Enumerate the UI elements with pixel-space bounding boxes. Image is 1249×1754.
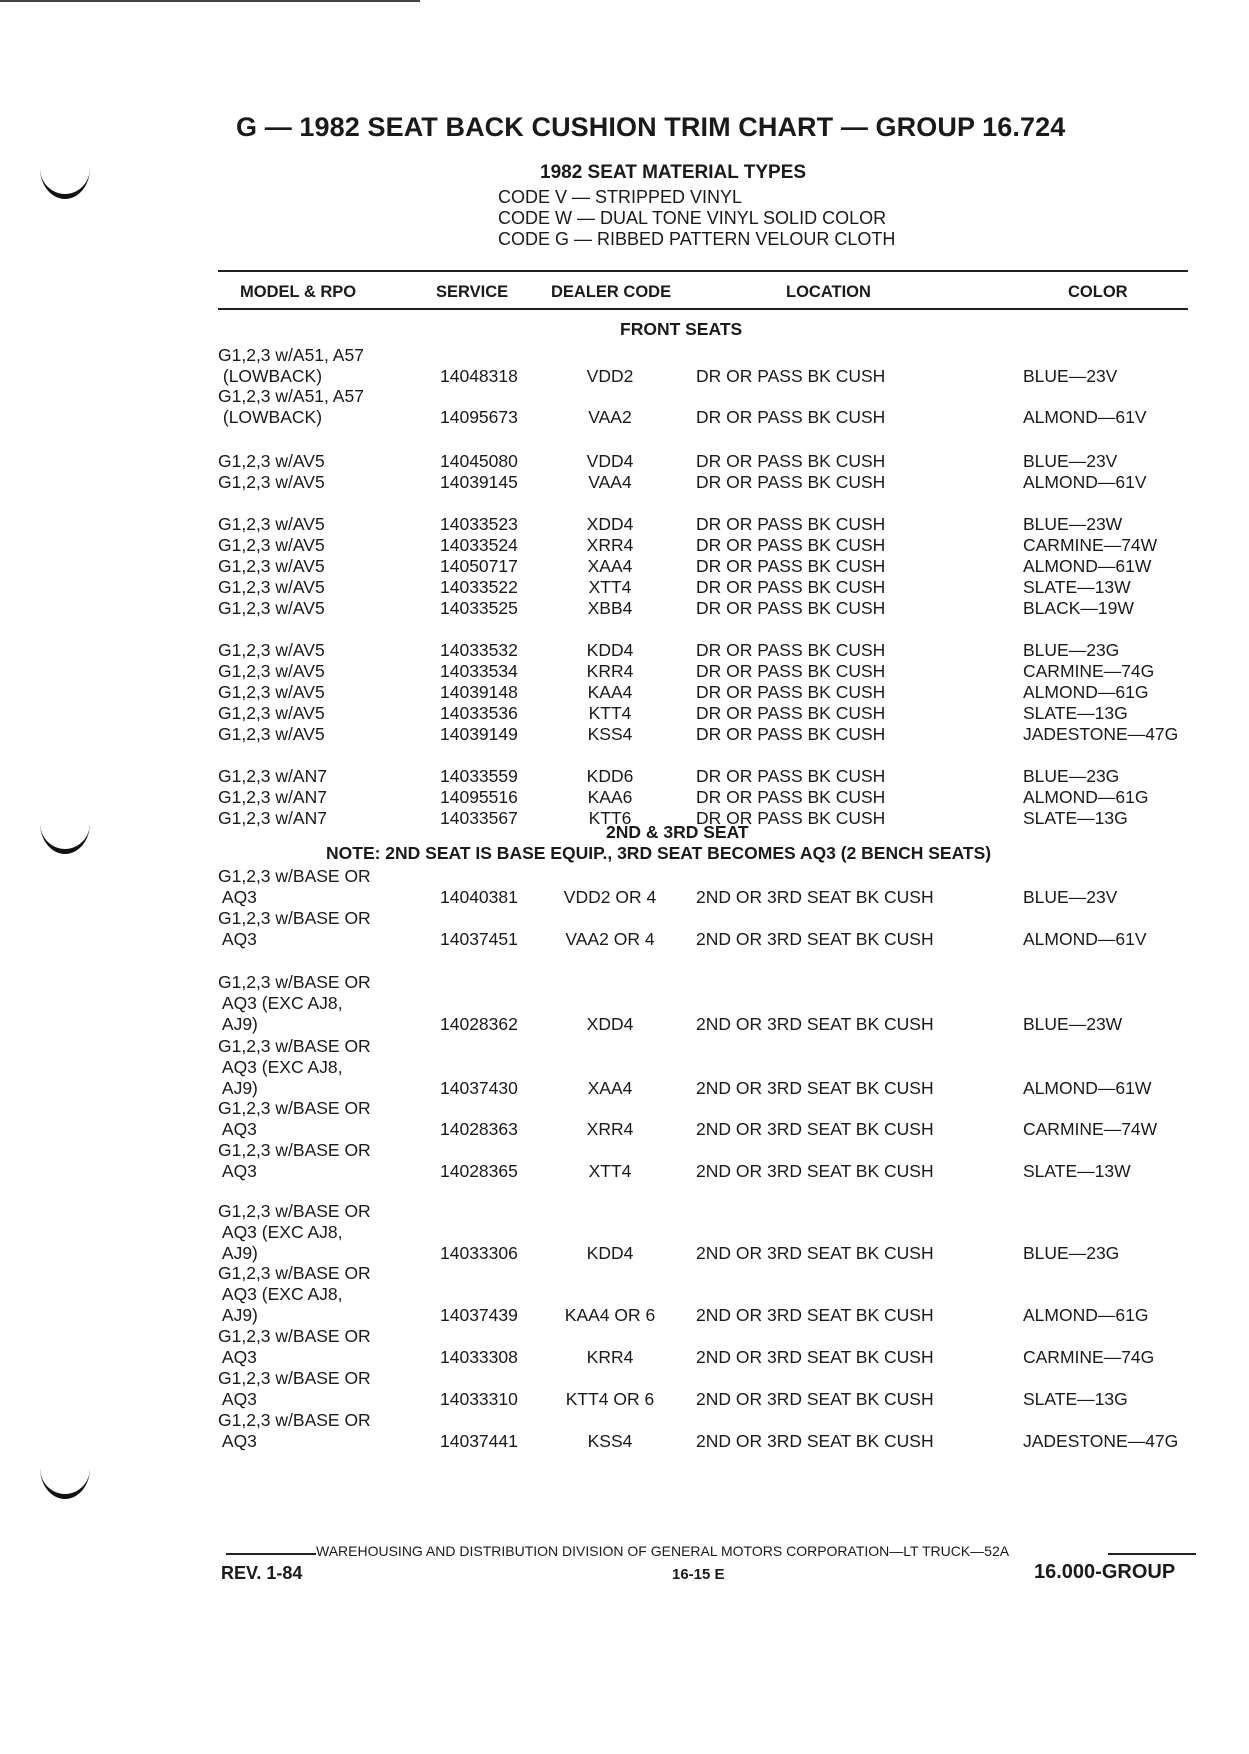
cell-model-rpo: AQ3 [218,1347,257,1367]
cell-color: CARMINE—74G [1023,661,1155,681]
header-location: LOCATION [786,283,871,301]
cell-model-rpo: G1,2,3 w/AN7 [218,766,327,786]
header-model: MODEL & RPO [240,283,357,301]
cell-location: DR OR PASS BK CUSH [696,661,886,681]
cell-location: 2ND OR 3RD SEAT BK CUSH [696,1119,934,1139]
cell-color: JADESTONE—47G [1023,724,1179,744]
cell-dealer-code: KSS4 [587,1431,633,1451]
cell-color: BLUE—23W [1023,1014,1123,1034]
footer-rule-right [1108,1553,1196,1555]
cell-location: 2ND OR 3RD SEAT BK CUSH [696,1078,934,1098]
cell-dealer-code: VAA2 OR 4 [565,929,655,949]
cell-location: DR OR PASS BK CUSH [696,703,886,723]
cell-model-rpo: AQ3 (EXC AJ8, [218,1057,343,1077]
cell-dealer-code: VDD2 [586,366,634,386]
cell-dealer-code: VAA4 [588,472,632,492]
cell-dealer-code: XRR4 [586,535,634,555]
cell-location: DR OR PASS BK CUSH [696,724,886,744]
footer-rule-left [226,1553,316,1555]
cell-model-rpo: G1,2,3 w/AV5 [218,535,325,555]
cell-location: DR OR PASS BK CUSH [696,407,886,427]
cell-model-rpo: AQ3 [218,1119,257,1139]
cell-location: DR OR PASS BK CUSH [696,556,886,576]
cell-service-number: 14033534 [440,661,518,681]
cell-model-rpo: (LOWBACK) [218,407,323,427]
cell-dealer-code: XAA4 [587,556,633,576]
page-number: 16-15 E [672,1566,725,1583]
cell-location: 2ND OR 3RD SEAT BK CUSH [696,1347,934,1367]
cell-color: SLATE—13G [1023,1389,1128,1409]
cell-model-rpo: AQ3 [218,1389,257,1409]
cell-model-rpo: G1,2,3 w/A51, A57 [218,386,364,406]
punch-hole-bottom [40,1468,90,1499]
cell-dealer-code: XDD4 [586,514,634,534]
cell-dealer-code: KTT6 [588,808,632,828]
page-title: G — 1982 SEAT BACK CUSHION TRIM CHART — GROUP 16.724 [236,112,1066,142]
cell-color: CARMINE—74W [1023,535,1158,555]
cell-location: 2ND OR 3RD SEAT BK CUSH [696,1014,934,1034]
cell-service-number: 14037439 [440,1305,518,1325]
cell-color: SLATE—13W [1023,1161,1131,1181]
cell-model-rpo: AQ3 [218,1431,257,1451]
cell-color: ALMOND—61W [1023,556,1152,576]
cell-service-number: 14033308 [440,1347,518,1367]
cell-location: DR OR PASS BK CUSH [696,535,886,555]
cell-dealer-code: KRR4 [586,661,634,681]
cell-model-rpo: AJ9) [218,1014,258,1034]
cell-service-number: 14048318 [440,366,518,386]
cell-color: JADESTONE—47G [1023,1431,1179,1451]
cell-service-number: 14033306 [440,1243,518,1263]
cell-location: DR OR PASS BK CUSH [696,598,886,618]
revision-date: REV. 1-84 [221,1563,303,1583]
cell-model-rpo: G1,2,3 w/AV5 [218,514,325,534]
cell-model-rpo: AQ3 (EXC AJ8, [218,1222,343,1242]
cell-color: BLUE—23W [1023,514,1123,534]
cell-color: BLACK—19W [1023,598,1134,618]
cell-model-rpo: AQ3 (EXC AJ8, [218,993,343,1013]
cell-model-rpo: G1,2,3 w/BASE OR [218,1368,371,1388]
cell-service-number: 14039148 [440,682,518,702]
cell-dealer-code: KTT4 OR 6 [565,1389,655,1409]
cell-model-rpo: G1,2,3 w/BASE OR [218,1410,371,1430]
cell-model-rpo: G1,2,3 w/BASE OR [218,1326,371,1346]
cell-model-rpo: (LOWBACK) [218,366,323,386]
cell-model-rpo: G1,2,3 w/AV5 [218,556,325,576]
material-code-g: CODE G — RIBBED PATTERN VELOUR CLOTH [498,229,896,249]
cell-dealer-code: VDD4 [586,451,634,471]
cell-model-rpo: AQ3 [218,1161,257,1181]
cell-dealer-code: XDD4 [586,1014,634,1034]
cell-dealer-code: KTT4 [588,703,632,723]
cell-service-number: 14045080 [440,451,518,471]
cell-location: 2ND OR 3RD SEAT BK CUSH [696,1305,934,1325]
cell-service-number: 14095516 [440,787,518,807]
section-note: NOTE: 2ND SEAT IS BASE EQUIP., 3RD SEAT BECOMES AQ3 (2 BENCH SEATS) [326,843,992,863]
cell-dealer-code: XTT4 [588,577,632,597]
cell-color: ALMOND—61G [1023,1305,1149,1325]
cell-location: 2ND OR 3RD SEAT BK CUSH [696,1431,934,1451]
cell-location: DR OR PASS BK CUSH [696,640,886,660]
cell-color: SLATE—13G [1023,703,1128,723]
cell-color: SLATE—13G [1023,808,1128,828]
cell-color: ALMOND—61G [1023,682,1149,702]
cell-color: ALMOND—61W [1023,1078,1152,1098]
cell-model-rpo: AJ9) [218,1078,258,1098]
cell-model-rpo: G1,2,3 w/BASE OR [218,866,371,886]
cell-color: BLUE—23G [1023,640,1120,660]
cell-model-rpo: AQ3 (EXC AJ8, [218,1284,343,1304]
cell-color: BLUE—23V [1023,887,1118,907]
cell-model-rpo: G1,2,3 w/BASE OR [218,1201,371,1221]
cell-service-number: 14033567 [440,808,518,828]
material-types-title: 1982 SEAT MATERIAL TYPES [540,162,807,183]
header-service: SERVICE [436,283,509,301]
cell-dealer-code: KDD4 [586,640,634,660]
cell-service-number: 14033523 [440,514,518,534]
cell-location: 2ND OR 3RD SEAT BK CUSH [696,1243,934,1263]
cell-service-number: 14033524 [440,535,518,555]
cell-location: DR OR PASS BK CUSH [696,451,886,471]
cell-dealer-code: KSS4 [587,724,633,744]
cell-color: ALMOND—61V [1023,929,1147,949]
cell-model-rpo: G1,2,3 w/BASE OR [218,1036,371,1056]
punch-hole-top [40,168,90,199]
cell-service-number: 14037430 [440,1078,518,1098]
cell-dealer-code: XBB4 [587,598,633,618]
cell-model-rpo: AQ3 [218,887,257,907]
cell-model-rpo: G1,2,3 w/A51, A57 [218,345,364,365]
cell-dealer-code: XRR4 [586,1119,634,1139]
cell-location: DR OR PASS BK CUSH [696,787,886,807]
cell-service-number: 14033559 [440,766,518,786]
cell-color: BLUE—23G [1023,766,1120,786]
cell-service-number: 14039145 [440,472,518,492]
cell-service-number: 14028363 [440,1119,518,1139]
cell-location: 2ND OR 3RD SEAT BK CUSH [696,1389,934,1409]
cell-color: BLUE—23G [1023,1243,1120,1263]
cell-dealer-code: KDD6 [586,766,634,786]
cell-location: DR OR PASS BK CUSH [696,472,886,492]
material-code-w: CODE W — DUAL TONE VINYL SOLID COLOR [498,208,887,228]
cell-model-rpo: G1,2,3 w/AN7 [218,787,327,807]
top-edge-rule [0,0,420,2]
cell-service-number: 14033522 [440,577,518,597]
cell-dealer-code: XAA4 [587,1078,633,1098]
cell-model-rpo: G1,2,3 w/AV5 [218,577,325,597]
cell-color: BLUE—23V [1023,451,1118,471]
punch-hole-middle [40,823,90,854]
cell-service-number: 14033525 [440,598,518,618]
cell-location: DR OR PASS BK CUSH [696,577,886,597]
header-color: COLOR [1068,283,1128,301]
cell-service-number: 14050717 [440,556,518,576]
cell-dealer-code: KAA4 [587,682,633,702]
cell-service-number: 14039149 [440,724,518,744]
cell-dealer-code: KAA4 OR 6 [564,1305,656,1325]
cell-service-number: 14028365 [440,1161,518,1181]
cell-model-rpo: G1,2,3 w/BASE OR [218,972,371,992]
cell-color: ALMOND—61V [1023,407,1147,427]
cell-model-rpo: AJ9) [218,1243,258,1263]
footer-division-line: WAREHOUSING AND DISTRIBUTION DIVISION OF GENERAL MOTORS CORPORATION—LT TRUCK—52A [316,1543,1010,1559]
cell-location: DR OR PASS BK CUSH [696,808,886,828]
cell-dealer-code: KAA6 [587,787,633,807]
cell-color: CARMINE—74G [1023,1347,1155,1367]
cell-model-rpo: G1,2,3 w/AV5 [218,703,325,723]
cell-dealer-code: VAA2 [588,407,632,427]
cell-model-rpo: AJ9) [218,1305,258,1325]
cell-location: DR OR PASS BK CUSH [696,766,886,786]
table-top-rule [218,270,1188,272]
cell-location: DR OR PASS BK CUSH [696,366,886,386]
header-dealer-code: DEALER CODE [551,283,672,301]
cell-model-rpo: G1,2,3 w/BASE OR [218,1098,371,1118]
group-number: 16.000-GROUP [1034,1561,1176,1583]
cell-model-rpo: G1,2,3 w/AN7 [218,808,327,828]
cell-location: DR OR PASS BK CUSH [696,514,886,534]
cell-service-number: 14033536 [440,703,518,723]
cell-color: CARMINE—74W [1023,1119,1158,1139]
cell-model-rpo: G1,2,3 w/AV5 [218,661,325,681]
cell-service-number: 14037451 [440,929,518,949]
material-code-v: CODE V — STRIPPED VINYL [498,187,743,207]
cell-service-number: 14040381 [440,887,518,907]
cell-dealer-code: VDD2 OR 4 [563,887,657,907]
cell-color: SLATE—13W [1023,577,1131,597]
cell-service-number: 14095673 [440,407,518,427]
cell-model-rpo: G1,2,3 w/AV5 [218,598,325,618]
cell-location: DR OR PASS BK CUSH [696,682,886,702]
cell-color: ALMOND—61V [1023,472,1147,492]
cell-dealer-code: KDD4 [586,1243,634,1263]
cell-location: 2ND OR 3RD SEAT BK CUSH [696,929,934,949]
cell-location: 2ND OR 3RD SEAT BK CUSH [696,1161,934,1181]
cell-model-rpo: G1,2,3 w/AV5 [218,682,325,702]
section-second-third-seat: 2ND & 3RD SEAT [606,822,749,842]
cell-model-rpo: G1,2,3 w/AV5 [218,724,325,744]
cell-color: ALMOND—61G [1023,787,1149,807]
cell-service-number: 14033532 [440,640,518,660]
table-header-rule [218,308,1188,310]
cell-service-number: 14037441 [440,1431,518,1451]
cell-model-rpo: G1,2,3 w/BASE OR [218,1263,371,1283]
cell-dealer-code: KRR4 [586,1347,634,1367]
cell-model-rpo: G1,2,3 w/BASE OR [218,1140,371,1160]
cell-dealer-code: XTT4 [588,1161,632,1181]
cell-service-number: 14033310 [440,1389,518,1409]
cell-model-rpo: G1,2,3 w/AV5 [218,472,325,492]
cell-model-rpo: G1,2,3 w/BASE OR [218,908,371,928]
cell-location: 2ND OR 3RD SEAT BK CUSH [696,887,934,907]
cell-model-rpo: G1,2,3 w/AV5 [218,451,325,471]
cell-color: BLUE—23V [1023,366,1118,386]
cell-model-rpo: AQ3 [218,929,257,949]
cell-service-number: 14028362 [440,1014,518,1034]
section-front-seats: FRONT SEATS [620,319,743,339]
cell-model-rpo: G1,2,3 w/AV5 [218,640,325,660]
